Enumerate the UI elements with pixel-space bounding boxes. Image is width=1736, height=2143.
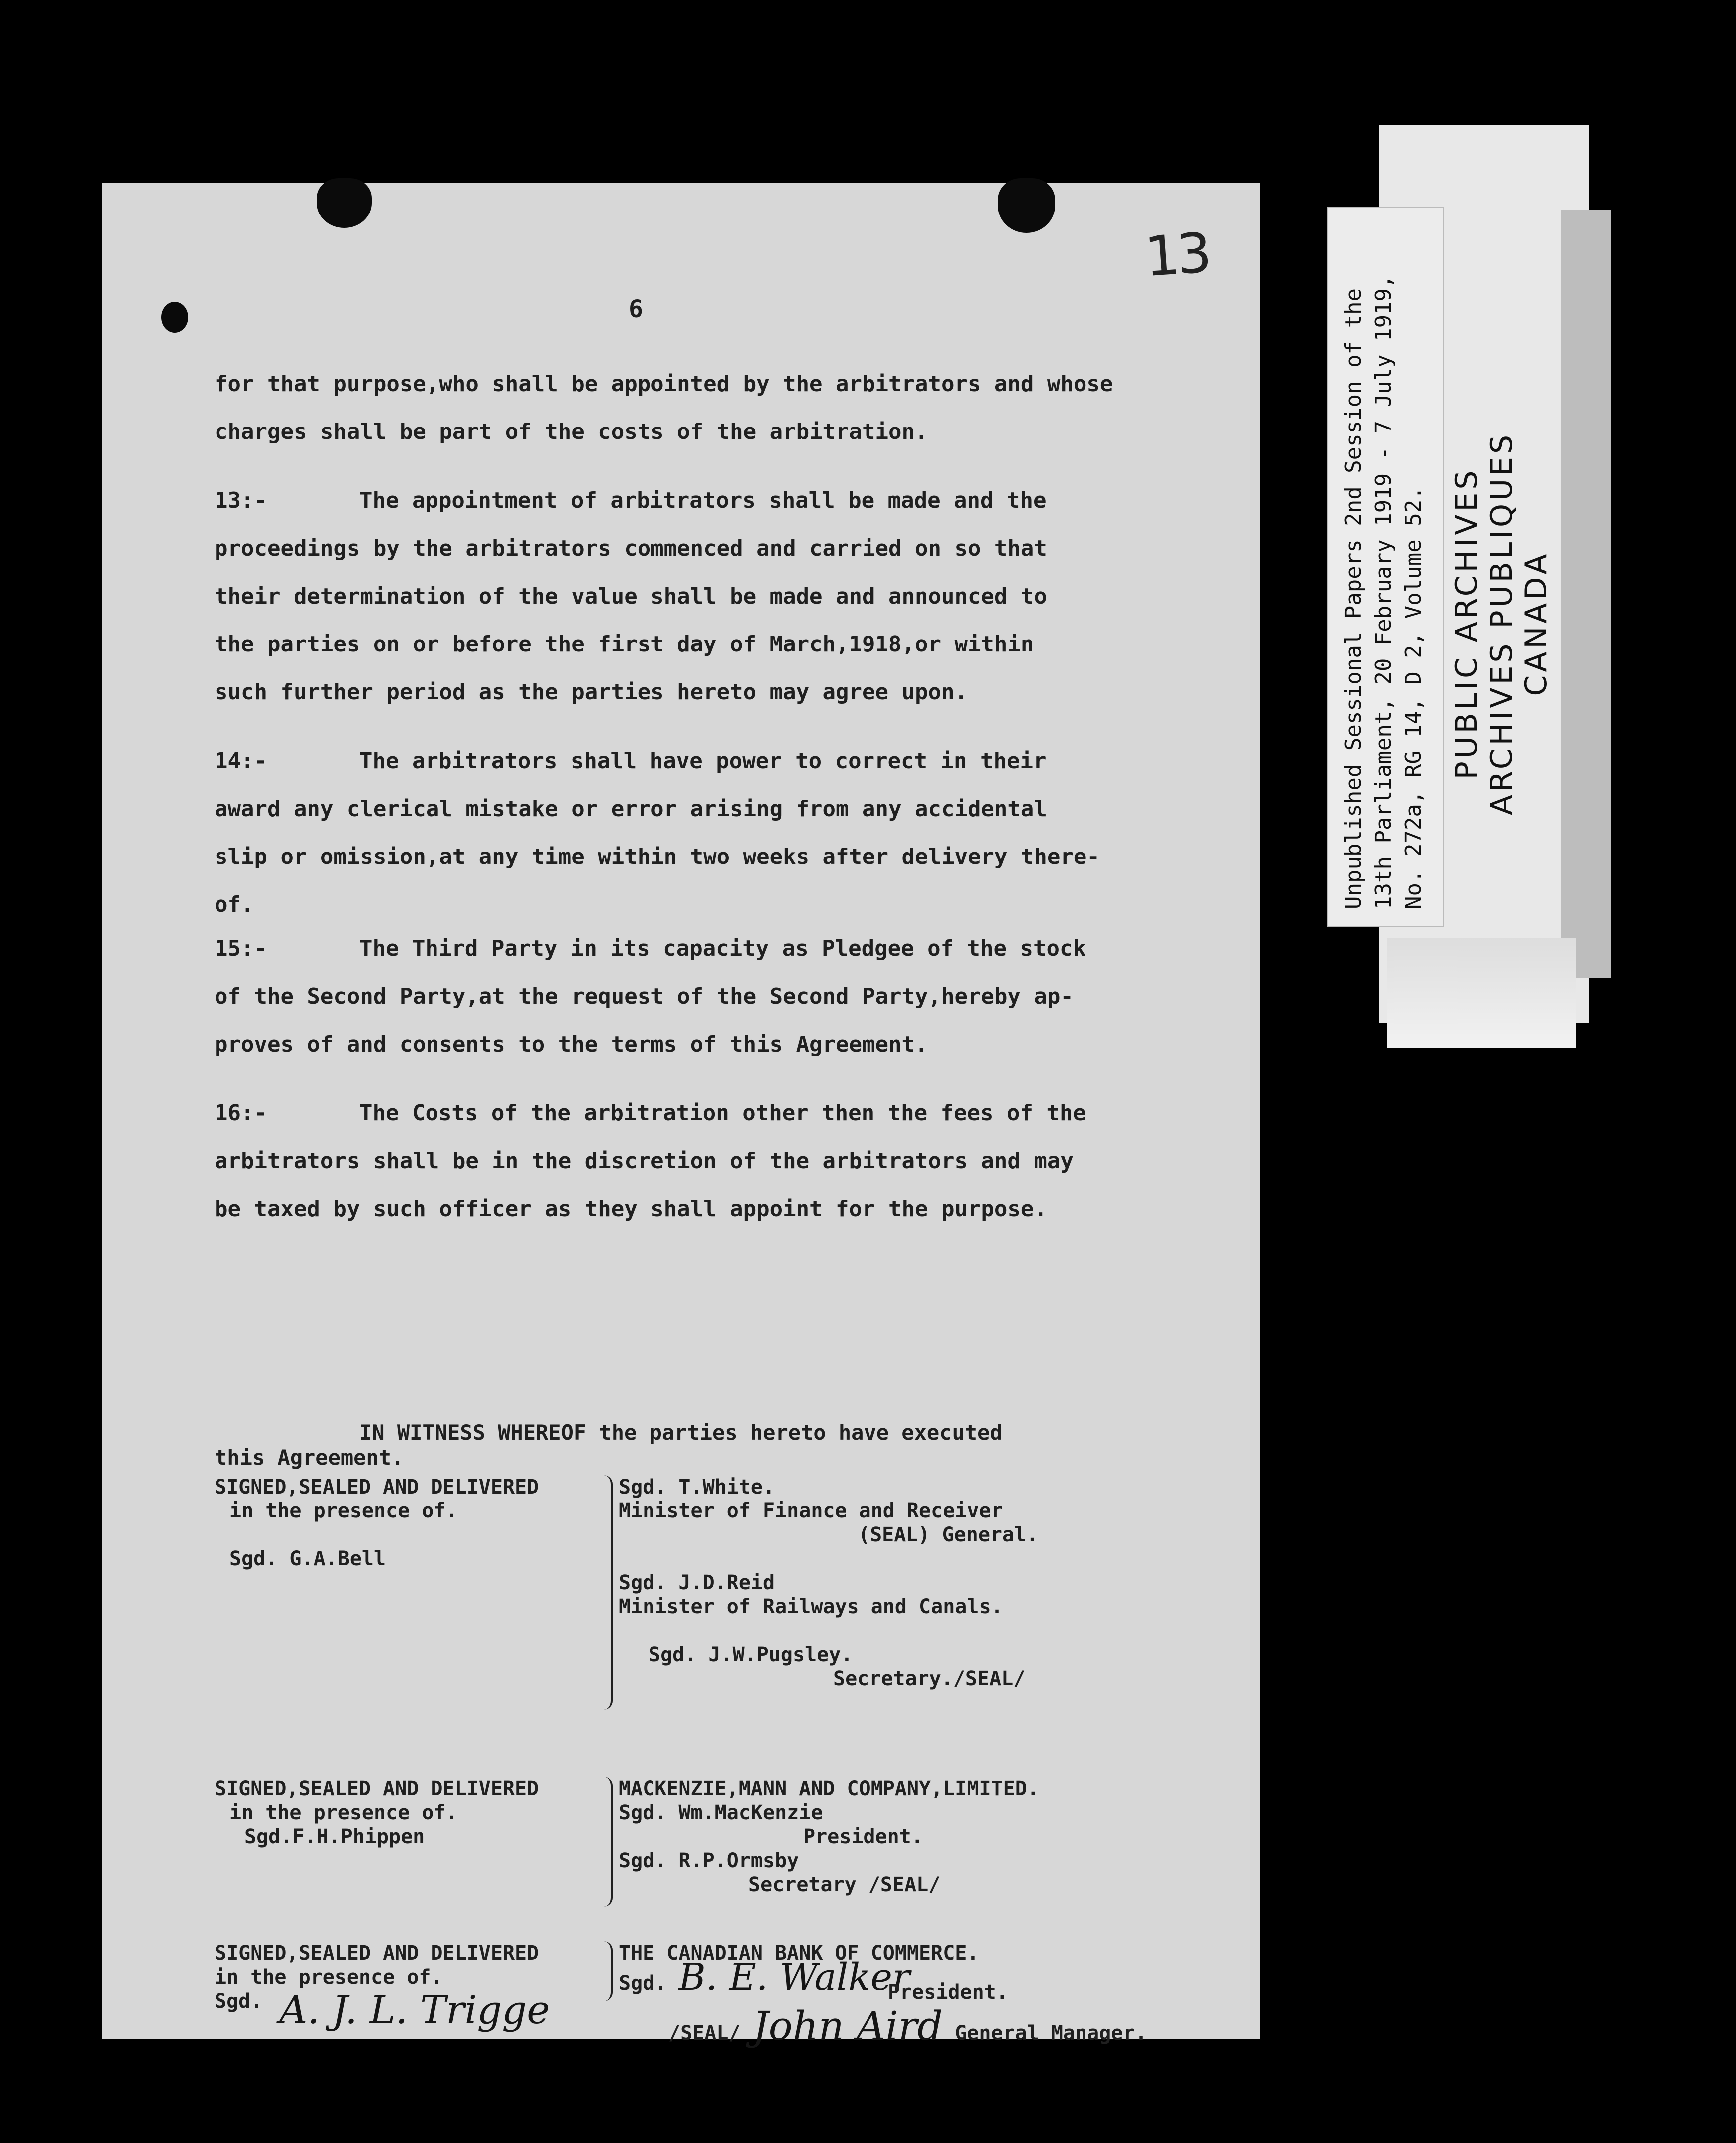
sig-right-line: Sgd. R.P.Ormsby [619,1849,799,1872]
text-line: The appointment of arbitrators shall be made and the [359,488,1047,513]
handwritten-signature: John Aird [752,2003,943,2049]
sig-left-line: SIGNED,SEALED AND DELIVERED [215,1476,539,1499]
sig-right-line [619,1619,1217,1643]
archive-stamp-line: PUBLIC ARCHIVES [1449,467,1484,780]
sig-left-line: Sgd. G.A.Bell [229,1547,386,1570]
text-line: The Costs of the arbitration other then the fees of the [359,1100,1086,1126]
page-number: 6 [629,295,643,323]
archive-stamp [1449,299,1569,948]
punch-hole [317,178,372,228]
archive-label-strip [1561,210,1611,978]
sig-right-line: Sgd. T.White. [619,1476,775,1499]
paragraph-15 [215,925,1242,1069]
paragraph-number: 13:- [215,488,267,513]
sig-right-line: Sgd. J.D.Reid [619,1571,775,1594]
paragraph-13 [215,477,1242,716]
folio-number: 13 [1142,220,1211,289]
archive-label-bottom [1387,938,1576,1048]
sig-right-line: President. [803,1825,923,1848]
handwritten-signature: B. E. Walker [678,1956,910,1999]
sig-right-line: (SEAL) General. [858,1523,1039,1546]
bracket [604,1941,613,2001]
sig-left-line: SIGNED,SEALED AND DELIVERED [215,1942,539,1965]
witness-line: IN WITNESS WHEREOF the parties hereto have executed [359,1420,1003,1445]
sig-right-line: Secretary /SEAL/ [748,1873,941,1896]
bracket [604,1475,613,1710]
sig-right-line [619,1547,1217,1571]
text-line: such further period as the parties hereto may agree upon. [215,679,968,705]
bracket [604,1777,613,1907]
archive-citation-line: 13th Parliament, 20 February 1919 - 7 July 1919, [1371,275,1396,909]
sig-right-line: /SEAL/ [668,2022,741,2045]
sig-right-line: General Manager. [955,2022,1147,2045]
text-line: their determination of the value shall be made and announced to [215,584,1047,609]
sig-left-line: Sgd. [215,1990,263,2013]
text-line: be taxed by such officer as they shall appoint for the purpose. [215,1196,1047,1222]
archive-citation-line: No. 272a, RG 14, D 2, Volume 52. [1401,486,1426,909]
sig-left-line: in the presence of. [229,1500,458,1522]
text-line: arbitrators shall be in the discretion of the arbitrators and may [215,1148,1074,1174]
sig-right-line: Sgd. Wm.MacKenzie [619,1801,823,1824]
text-line: slip or omission,at any time within two weeks after delivery there- [215,844,1100,869]
paragraph-16 [215,1089,1242,1233]
sig-right-line: Secretary./SEAL/ [833,1667,1026,1690]
margin-hole [161,302,188,333]
paragraph-14 [215,737,1242,929]
sig-left-line: in the presence of. [229,1801,458,1824]
sig-left-line: Sgd.F.H.Phippen [244,1825,425,1848]
document-page [102,183,1260,2049]
text-line: the parties on or before the first day of March,1918,or within [215,632,1034,657]
text-line: charges shall be part of the costs of the arbitration. [215,419,928,444]
archive-stamp-line: CANADA [1519,551,1554,696]
text-line: The arbitrators shall have power to correct in their [359,748,1047,774]
agreement-body [215,360,1242,1254]
archive-citation-card [1327,207,1444,927]
handwritten-signature: A. J. L. Trigge [279,1988,550,2033]
witness-clause [215,1420,1252,1470]
sig-left-line [215,1523,614,1547]
sig-right-line: President. [888,1981,1008,2004]
sig-right-line: Sgd. [619,1972,667,1995]
text-line: The Third Party in its capacity as Pledgee of the stock [359,936,1086,961]
sig-left-line: SIGNED,SEALED AND DELIVERED [215,1777,539,1800]
text-line: proves of and consents to the terms of this Agreement. [215,1032,928,1057]
sig-left-line: in the presence of. [215,1966,443,1989]
text-line: for that purpose,who shall be appointed by the arbitrators and whose [215,371,1113,397]
sig-right-line: MACKENZIE,MANN AND COMPANY,LIMITED. [619,1777,1039,1800]
punch-hole [998,178,1055,233]
archive-stamp-line: ARCHIVES PUBLIQUES [1484,431,1519,816]
text-line: of the Second Party,at the request of the Second Party,hereby ap- [215,984,1074,1009]
witness-line: this Agreement. [215,1445,404,1470]
sig-right-line: Sgd. J.W.Pugsley. [649,1643,853,1666]
paragraph-number: 16:- [215,1100,267,1126]
sig-right-line: Minister of Railways and Canals. [619,1595,1003,1618]
archive-citation-line: Unpublished Sessional Papers 2nd Session of the [1341,288,1366,909]
sig-right-line: Minister of Finance and Receiver [619,1500,1003,1522]
paragraph-continued [215,360,1242,456]
sig-right-line: THE CANADIAN BANK OF COMMERCE. [619,1942,979,1965]
text-line: proceedings by the arbitrators commenced and carried on so that [215,536,1047,561]
text-line: award any clerical mistake or error arising from any accidental [215,796,1047,822]
paragraph-number: 15:- [215,936,267,961]
text-line: of. [215,892,254,917]
paragraph-number: 14:- [215,748,267,774]
